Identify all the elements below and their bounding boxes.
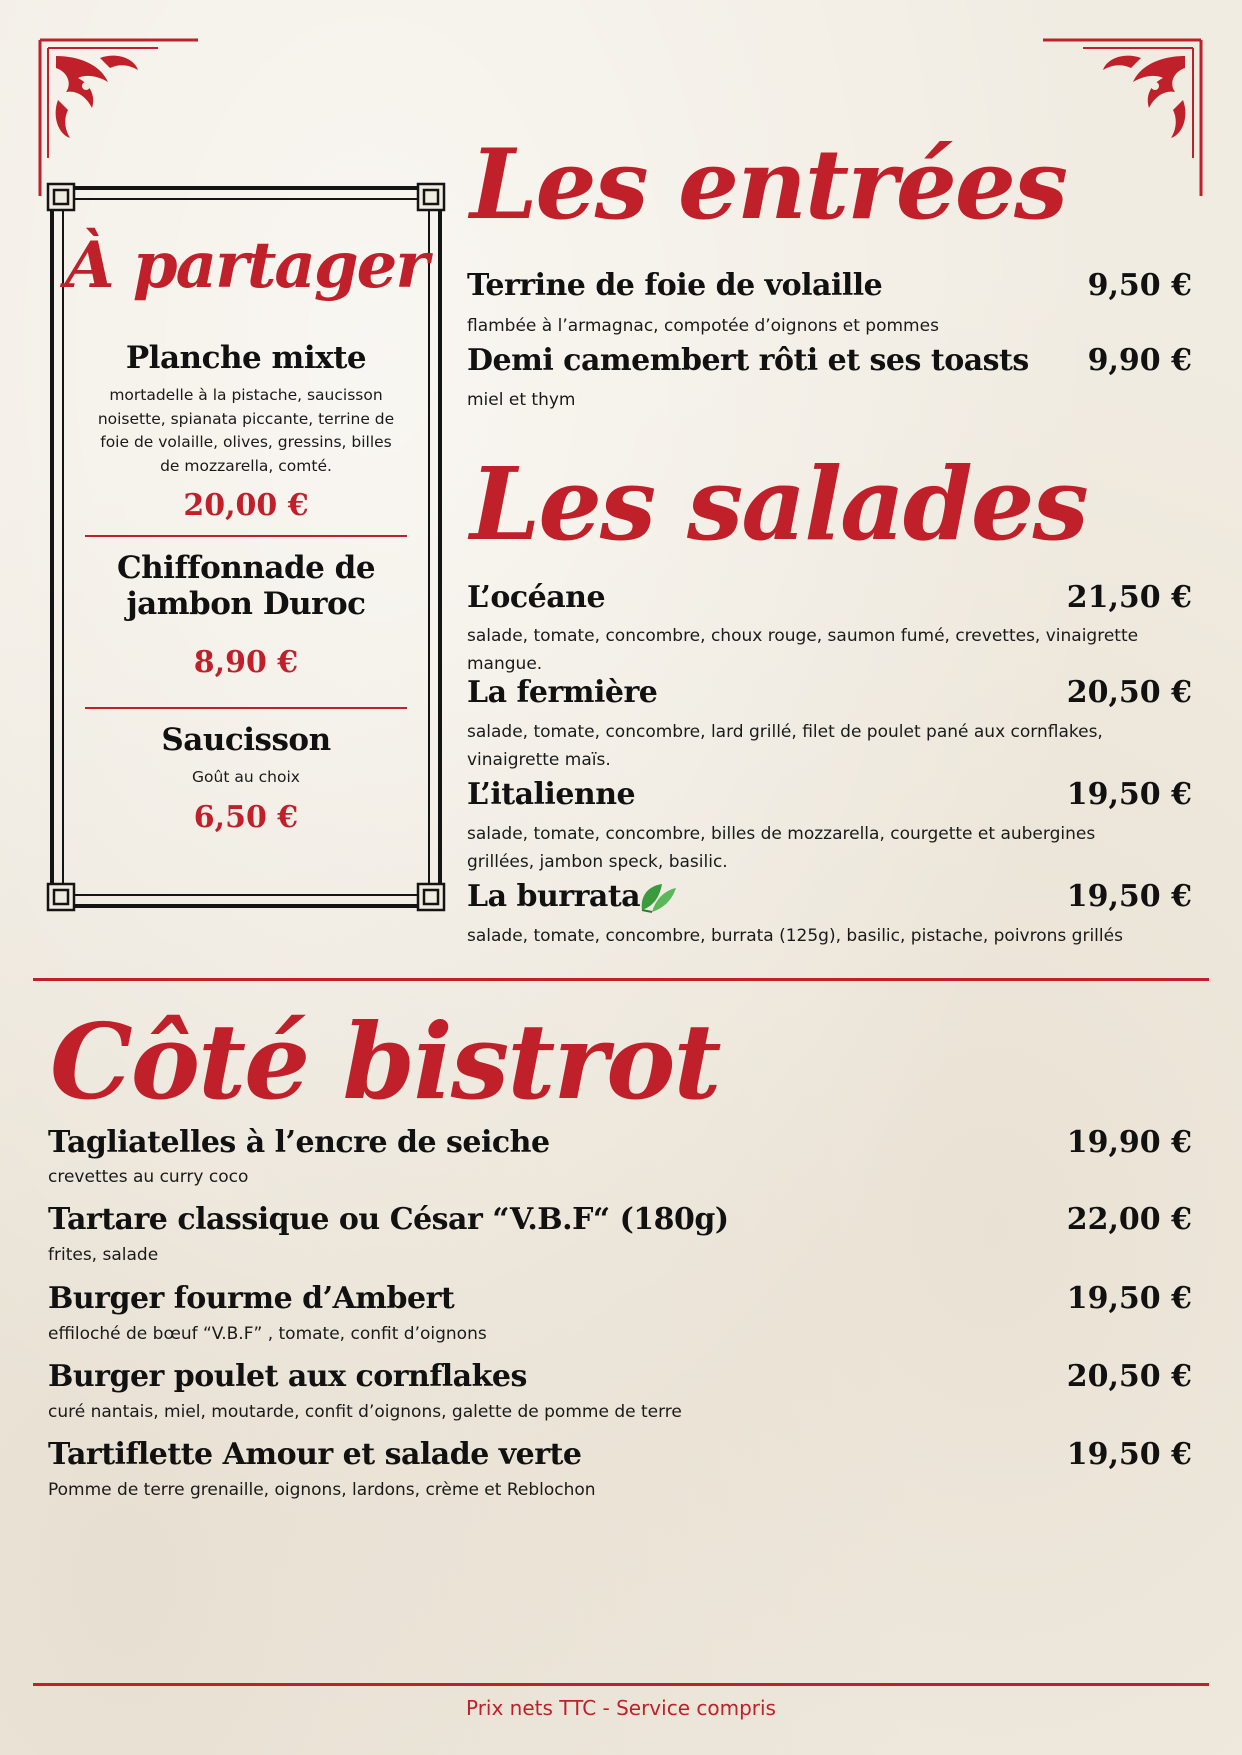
ornament-corner-top-left xyxy=(38,38,238,198)
menu-item-description: effiloché de bœuf “V.B.F” , tomate, confit d’oignons xyxy=(48,1324,487,1344)
menu-item-name: L’océane xyxy=(467,580,606,615)
menu-item-price: 19,50 € xyxy=(1066,879,1192,914)
menu-item-price: 9,50 € xyxy=(1087,268,1192,303)
menu-item-name: La burrata xyxy=(467,879,641,914)
menu-item-name: L’italienne xyxy=(467,777,636,812)
share-item-name: Chiffonnade de jambon Duroc xyxy=(116,550,376,622)
section-divider xyxy=(33,978,1209,981)
menu-item-price: 19,50 € xyxy=(1066,1281,1192,1316)
menu-item-description: flambée à l’armagnac, compotée d’oignons et pommes xyxy=(467,316,939,336)
share-title: À partager xyxy=(64,228,428,303)
menu-item-price: 19,50 € xyxy=(1066,777,1192,812)
section-title-entrees: Les entrées xyxy=(470,128,1067,241)
menu-item-description: miel et thym xyxy=(467,390,576,410)
menu-item-price: 20,50 € xyxy=(1066,1359,1192,1394)
share-item-name: Planche mixte xyxy=(125,340,367,376)
menu-item-price: 20,50 € xyxy=(1066,675,1192,710)
menu-item-description: salade, tomate, concombre, lard grillé, filet de poulet pané aux cornflakes, vinaigrette maïs. xyxy=(467,722,1103,770)
menu-item-name: Tagliatelles à l’encre de seiche xyxy=(48,1125,550,1160)
menu-item-price: 21,50 € xyxy=(1066,580,1192,615)
menu-item-name: Demi camembert rôti et ses toasts xyxy=(467,343,1029,378)
share-item-price: 6,50 € xyxy=(193,800,299,835)
share-divider xyxy=(85,707,407,709)
share-item-description: mortadelle à la pistache, saucisson noisette, spianata piccante, terrine de foie de volaille, olives, gressins, billes de mozzarella, comté. xyxy=(97,386,395,475)
menu-item-name: Tartiflette Amour et salade verte xyxy=(48,1437,582,1472)
menu-item-description: salade, tomate, concombre, choux rouge, saumon fumé, crevettes, vinaigrette mangue. xyxy=(467,626,1139,674)
menu-item-name: Burger fourme d’Ambert xyxy=(48,1281,455,1316)
share-item-description: Goût au choix xyxy=(192,768,300,786)
menu-item-description: curé nantais, miel, moutarde, confit d’oignons, galette de pomme de terre xyxy=(48,1402,682,1422)
menu-item-name: Tartare classique ou César “V.B.F“ (180g) xyxy=(48,1202,729,1237)
share-item-price: 8,90 € xyxy=(193,645,299,680)
section-title-bistrot: Côté bistrot xyxy=(50,1000,720,1123)
menu-item-name: Terrine de foie de volaille xyxy=(467,268,883,303)
vegetarian-leaf-icon xyxy=(636,880,678,916)
menu-item-description: salade, tomate, concombre, billes de mozzarella, courgette et aubergines grillées, jambon speck, basilic. xyxy=(467,824,1096,872)
menu-item-description: Pomme de terre grenaille, oignons, lardons, crème et Reblochon xyxy=(48,1480,596,1500)
menu-item-name: La fermière xyxy=(467,675,658,710)
menu-item-description: frites, salade xyxy=(48,1245,159,1265)
menu-item-description: crevettes au curry coco xyxy=(48,1167,249,1187)
share-divider xyxy=(85,535,407,537)
share-item-name: Saucisson xyxy=(161,722,331,758)
share-item-price: 20,00 € xyxy=(183,488,309,523)
menu-item-price: 19,90 € xyxy=(1066,1125,1192,1160)
menu-item-price: 19,50 € xyxy=(1066,1437,1192,1472)
footer-divider xyxy=(33,1683,1209,1686)
menu-item-price: 9,90 € xyxy=(1087,343,1192,378)
menu-item-name: Burger poulet aux cornflakes xyxy=(48,1359,527,1394)
footer-note: Prix nets TTC - Service compris xyxy=(466,1696,776,1720)
menu-item-description: salade, tomate, concombre, burrata (125g), basilic, pistache, poivrons grillés xyxy=(467,926,1123,946)
menu-item-price: 22,00 € xyxy=(1066,1202,1192,1237)
section-title-salades: Les salades xyxy=(470,445,1087,563)
